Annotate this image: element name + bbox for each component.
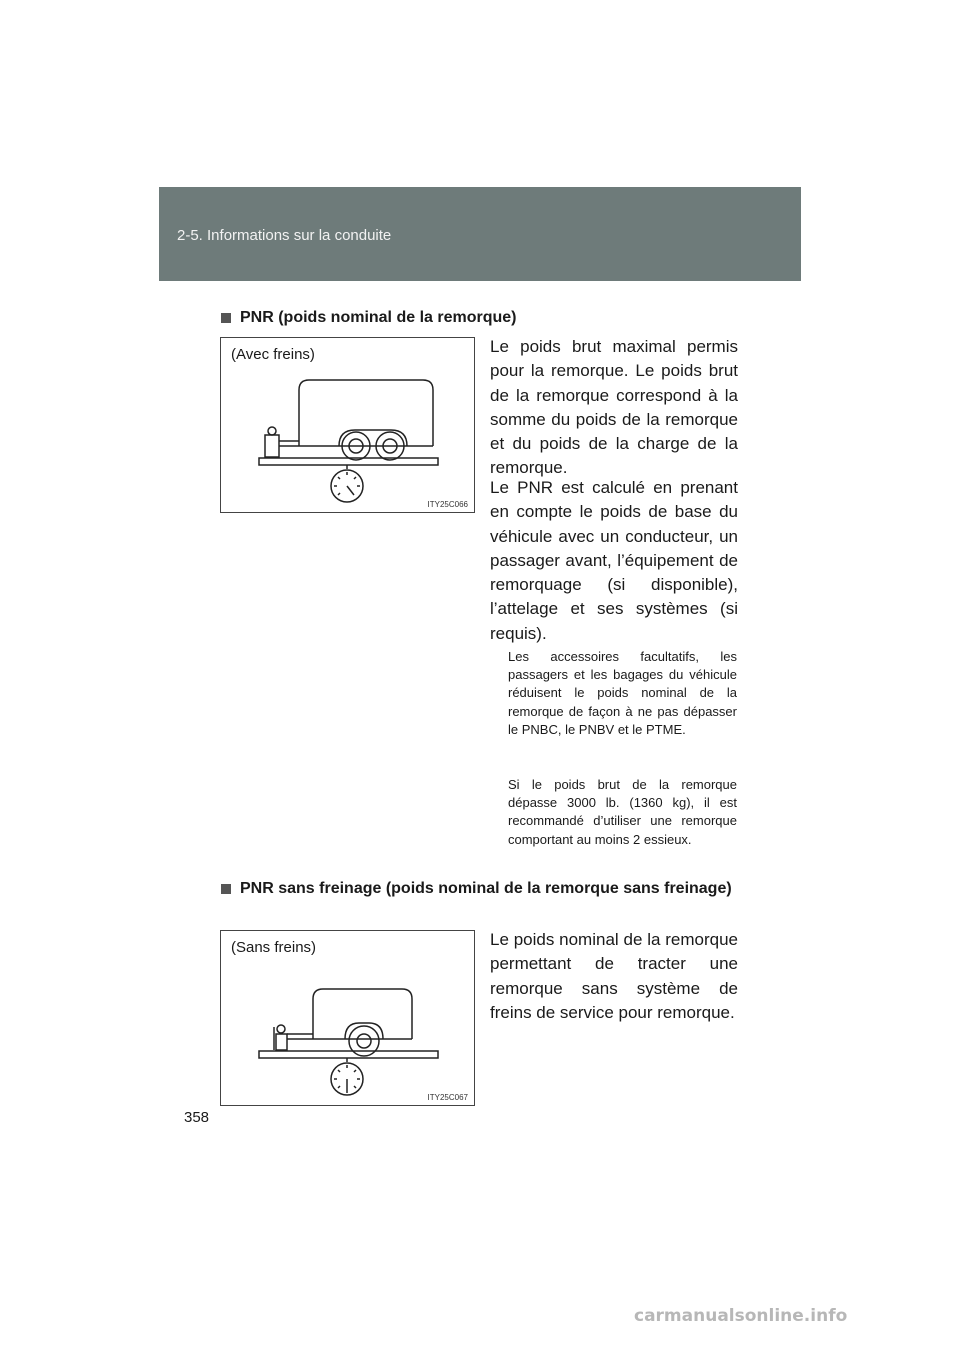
square-bullet-icon: [221, 884, 231, 894]
figure-trailer-with-brakes: [220, 337, 475, 513]
section-heading-pnr-sans-freinage: [221, 880, 738, 902]
section-title: 2-5. Informations sur la conduite: [177, 227, 392, 244]
note-axles: Si le poids brut de la remorque dépasse 3000 lb. (1360 kg), il est recommandé d’utiliser une remorque comportant au moins 2 essieux.: [508, 777, 737, 847]
paragraph-pnr-definition: Le poids brut maximal permis pour la remorque. Le poids brut de la remorque correspond à la somme du poids de la remorque et du poids de la charge de la remorque.: [490, 337, 738, 478]
note-accessories: Les accessoires facultatifs, les passagers et les bagages du véhicule réduisent le poids nominal de la remorque de façon à ne pas dépasser le PNBC, le PNBV et le PTME.: [508, 649, 737, 737]
heading-text: PNR sans freinage (poids nominal de la remorque sans freinage): [240, 880, 732, 897]
watermark: carmanualsonline.info: [634, 1306, 848, 1326]
figure-label: (Sans freins): [231, 939, 317, 956]
page-number: 358: [184, 1109, 210, 1126]
header-band: [159, 187, 801, 281]
figure-code: ITY25C067: [427, 1093, 468, 1102]
paragraph-pnr-calculation: Le PNR est calculé en prenant en compte le poids de base du véhicule avec un conducteur, un passager avant, l’équipement de remorquage (si disponible), l’attelage et ses systèmes (si requis).: [490, 478, 738, 643]
square-bullet-icon: [221, 313, 231, 323]
trailer-without-brakes-illustration: [221, 931, 474, 1105]
paragraph-pnr-sans-freinage-definition: Le poids nominal de la remorque permettant de tracter une remorque sans système de freins de service pour remorque.: [490, 930, 738, 1022]
heading-text: PNR (poids nominal de la remorque): [240, 309, 517, 326]
figure-label: (Avec freins): [231, 346, 315, 363]
figure-trailer-without-brakes: [220, 930, 475, 1106]
trailer-with-brakes-illustration: [221, 338, 474, 512]
figure-code: ITY25C066: [427, 500, 468, 509]
section-heading-pnr: [221, 309, 516, 331]
